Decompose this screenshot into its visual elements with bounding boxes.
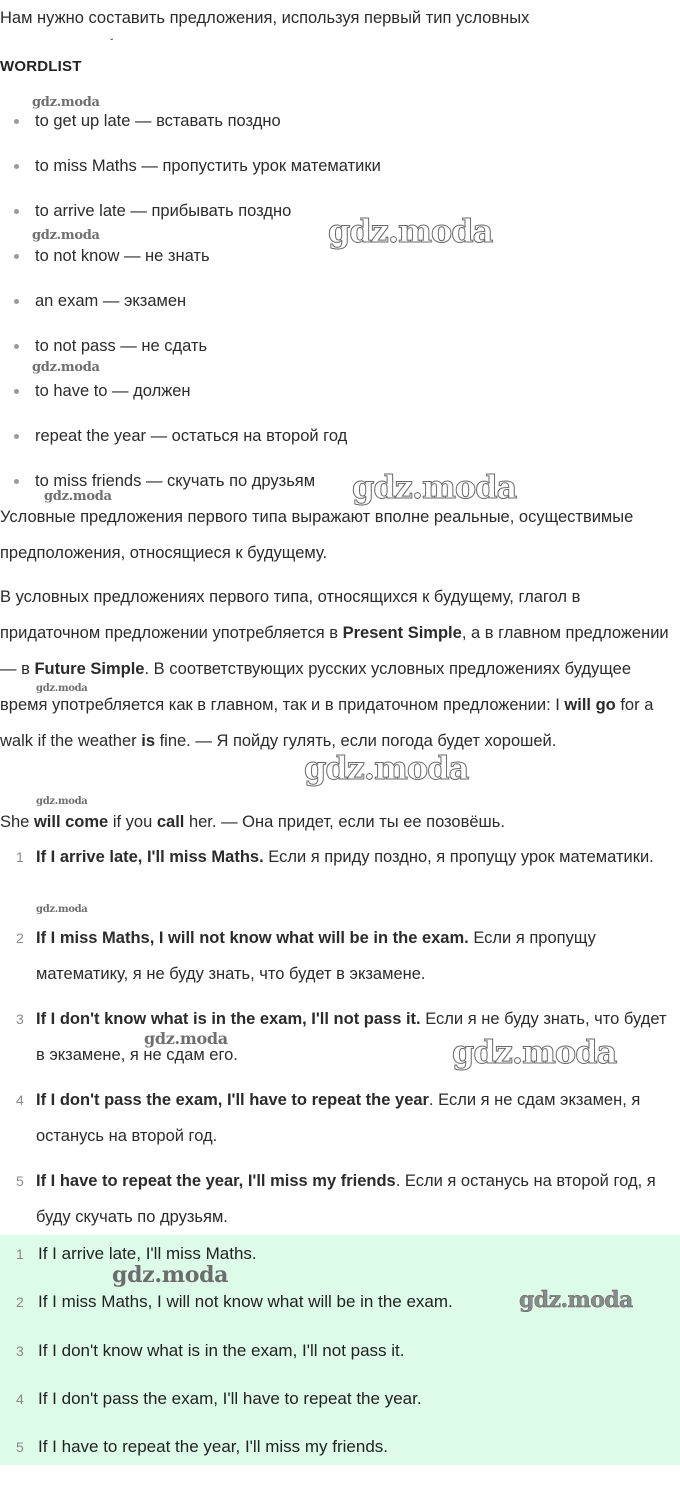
watermark: gdz.moda bbox=[519, 1287, 633, 1313]
watermark: gdz.moda bbox=[36, 904, 88, 915]
watermark: gdz.moda bbox=[352, 468, 517, 506]
bullet-icon bbox=[14, 299, 19, 304]
bullet-icon bbox=[14, 164, 19, 169]
watermark: gdz.moda bbox=[144, 1029, 228, 1048]
watermark: gdz.moda bbox=[32, 228, 100, 243]
watermark: gdz.moda bbox=[328, 212, 493, 250]
bullet-icon bbox=[14, 119, 19, 124]
intro-text: Нам нужно составить предложения, используя первый тип условных bbox=[0, 9, 530, 27]
watermark: gdz.moda bbox=[452, 1033, 617, 1071]
bullet-icon bbox=[14, 344, 19, 349]
intro-mark: ˇ bbox=[110, 38, 114, 49]
watermark: gdz.moda bbox=[112, 1262, 229, 1288]
watermark: gdz.moda bbox=[36, 796, 88, 807]
watermark: gdz.moda bbox=[32, 95, 100, 110]
bullet-icon bbox=[14, 389, 19, 394]
theory-paragraph-2: В условных предложениях первого типа, относящихся к будущему, глагол в придаточном предложении употребляется в Present Simple, а в главном предложении — в Future Simple. В соответствующих русских условных предложениях будущее время употребляется как в главном, так и в придаточном предложении: I will go for a walk if the weather is fine. — Я пойду гулять, если погода будет хорошей. bbox=[0, 588, 669, 750]
watermark: gdz.moda bbox=[44, 489, 112, 504]
bullet-icon bbox=[14, 209, 19, 214]
theory-paragraph-3: She will come if you call her. — Она придет, если ты ее позовёшь. bbox=[0, 813, 505, 831]
wordlist-heading: WORDLIST bbox=[0, 58, 82, 75]
watermark: gdz.moda bbox=[304, 749, 469, 787]
bullet-icon bbox=[14, 479, 19, 484]
theory-paragraph-1: Условные предложения первого типа выражают вполне реальные, осуществимые предположения, относящиеся к будущему. bbox=[0, 508, 634, 562]
bullet-icon bbox=[14, 254, 19, 259]
watermark: gdz.moda bbox=[32, 360, 100, 375]
answer-box: 1 If I arrive late, I'll miss Maths. 2 If I miss Maths, I will not know what will be in the exam. 3 If I don't know what is in the exam, I'll not pass it. 4 If I don't pass the exam, I'll have to repeat the year. 5 If I have to repeat the year, I'll miss my friends. bbox=[0, 1235, 680, 1465]
watermark: gdz.moda bbox=[36, 683, 88, 694]
bullet-icon bbox=[14, 434, 19, 439]
